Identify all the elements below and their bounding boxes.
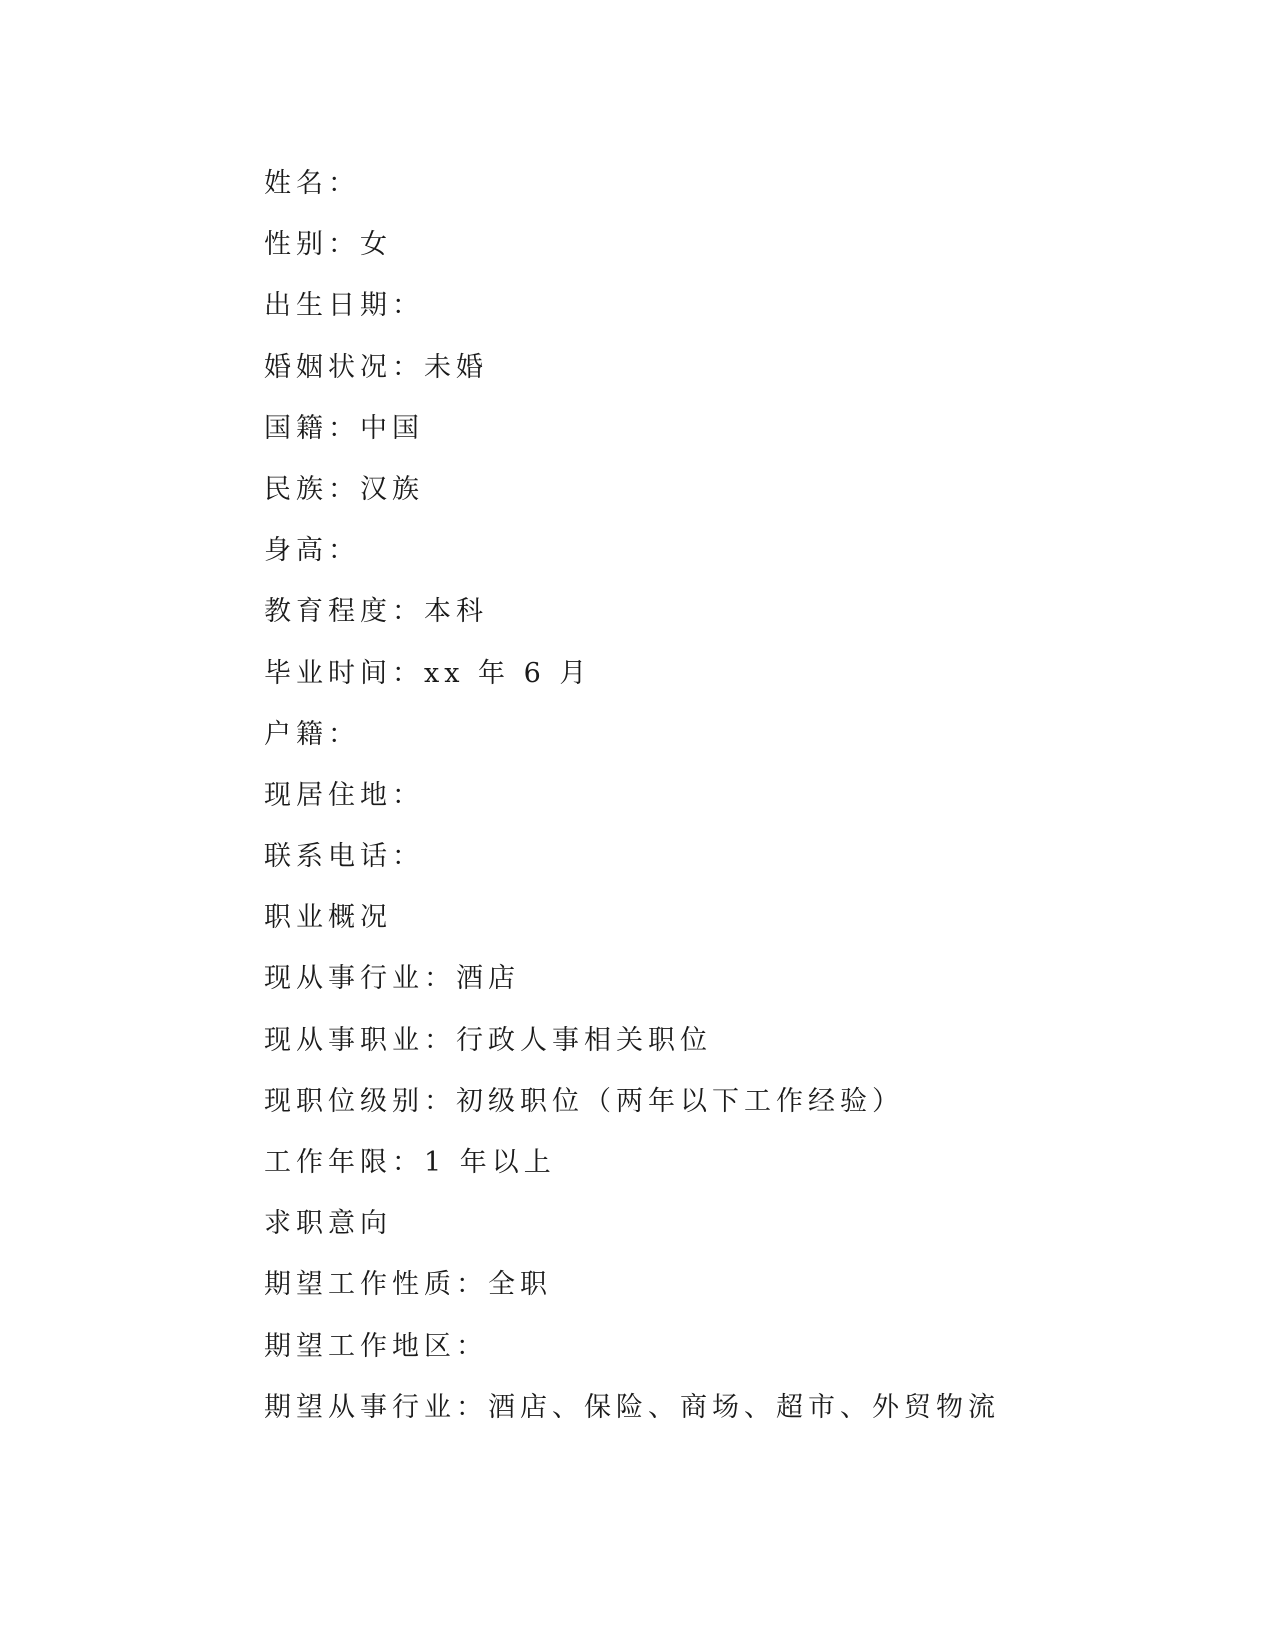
- line-nationality: 国籍：中国: [264, 412, 424, 444]
- line-education: 教育程度：本科: [264, 596, 488, 628]
- resume-lines: [264, 166, 1000, 1451]
- line-current-residence: 现居住地：: [264, 779, 424, 811]
- line-marital-status: 婚姻状况：未婚: [264, 351, 488, 383]
- line-expected-industry: 期望从事行业：酒店、保险、商场、超市、外贸物流: [264, 1391, 1000, 1423]
- line-birth-date: 出生日期：: [264, 290, 424, 322]
- line-ethnicity: 民族：汉族: [264, 473, 424, 505]
- section-heading-career-overview: 职业概况: [264, 902, 392, 934]
- line-current-occupation: 现从事职业：行政人事相关职位: [264, 1024, 712, 1056]
- line-height: 身高：: [264, 535, 360, 567]
- line-expected-work-region: 期望工作地区：: [264, 1330, 488, 1362]
- line-current-industry: 现从事行业：酒店: [264, 963, 520, 995]
- line-household-registration: 户籍：: [264, 718, 360, 750]
- line-name: 姓名：: [264, 168, 360, 199]
- line-current-position-level: 现职位级别：初级职位（两年以下工作经验）: [264, 1085, 904, 1117]
- line-gender: 性别：女: [264, 229, 392, 261]
- section-heading-job-intention: 求职意向: [264, 1208, 392, 1240]
- line-work-years: 工作年限：1 年以上: [264, 1147, 556, 1178]
- line-expected-job-type: 期望工作性质：全职: [264, 1269, 552, 1301]
- line-graduation-time: 毕业时间：xx 年 6 月: [264, 657, 592, 689]
- line-phone: 联系电话：: [264, 841, 424, 873]
